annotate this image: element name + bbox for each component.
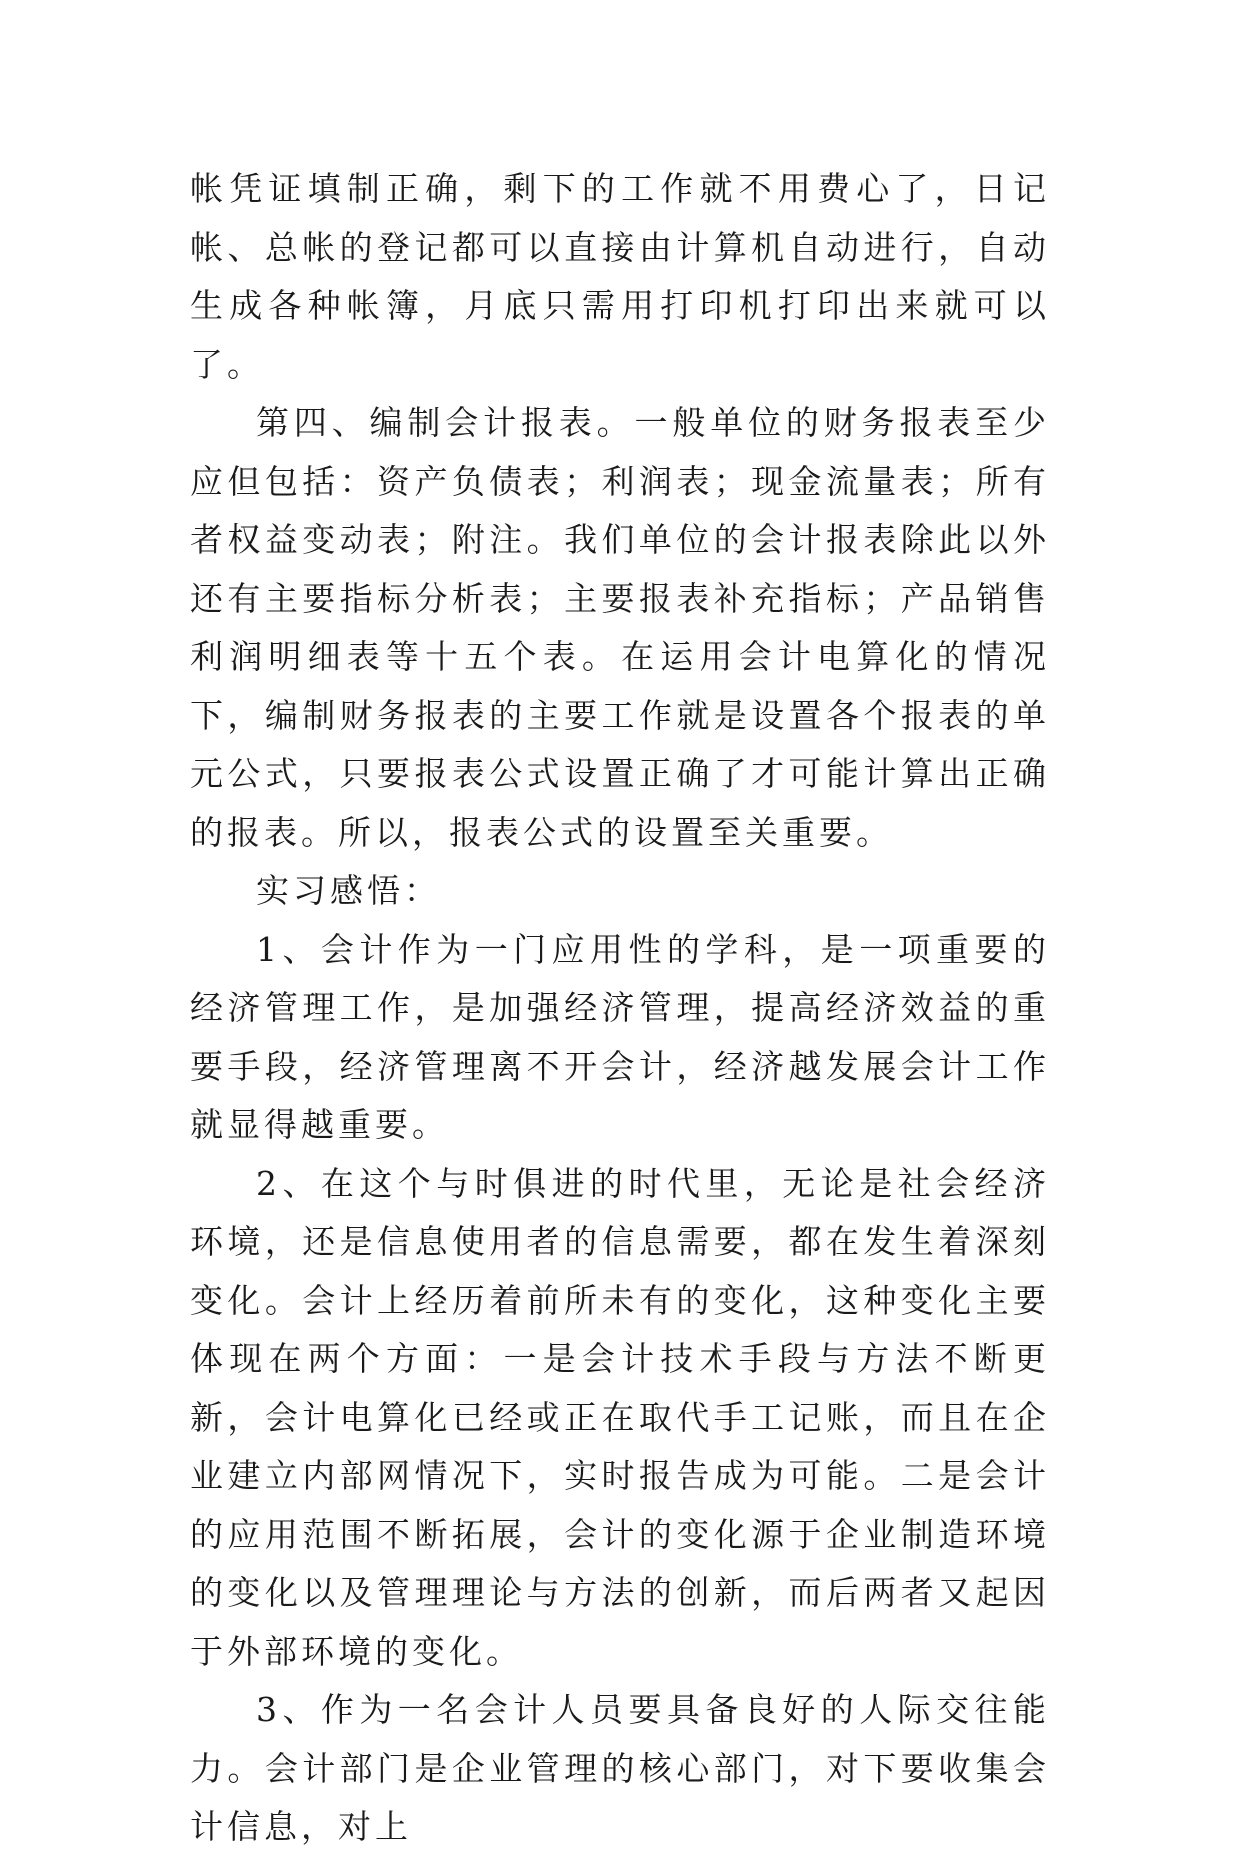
paragraph-reflection-2: 2、在这个与时俱进的时代里，无论是社会经济环境，还是信息使用者的信息需要，都在发生着深刻变化。会计上经历着前所未有的变化，这种变化主要体现在两个方面：一是会计技术手段与方法不断更新，会计电算化已经或正在取代手工记账，而且在企业建立内部网情况下，实时报告成为可能。二是会计的应用范围不断拓展，会计的变化源于企业制造环境的变化以及管理理论与方法的创新，而后两者又起因于外部环境的变化。 — [190, 1163, 1050, 1671]
paragraph-reflection-1: 1、会计作为一门应用性的学科，是一项重要的经济管理工作，是加强经济管理，提高经济效益的重要手段，经济管理离不开会计，经济越发展会计工作就显得越重要。 — [190, 929, 1050, 1144]
paragraph-financial-statements: 第四、编制会计报表。一般单位的财务报表至少应但包括：资产负债表；利润表；现金流量表；所有者权益变动表；附注。我们单位的会计报表除此以外还有主要指标分析表；主要报表补充指标；产品销售利润明细表等十五个表。在运用会计电算化的情况下，编制财务报表的主要工作就是设置各个报表的单元公式，只要报表公式设置正确了才可能计算出正确的报表。所以，报表公式的设置至关重要。 — [190, 403, 1050, 852]
paragraph-continuation: 帐凭证填制正确，剩下的工作就不用费心了，日记帐、总帐的登记都可以直接由计算机自动进行，自动生成各种帐簿，月底只需用打印机打印出来就可以了。 — [190, 169, 1050, 384]
document-body — [190, 160, 1050, 1857]
paragraph-reflection-3: 3、作为一名会计人员要具备良好的人际交往能力。会计部门是企业管理的核心部门，对下要收集会计信息，对上 — [190, 1690, 1050, 1846]
section-heading-internship-reflections: 实习感悟： — [256, 871, 441, 910]
